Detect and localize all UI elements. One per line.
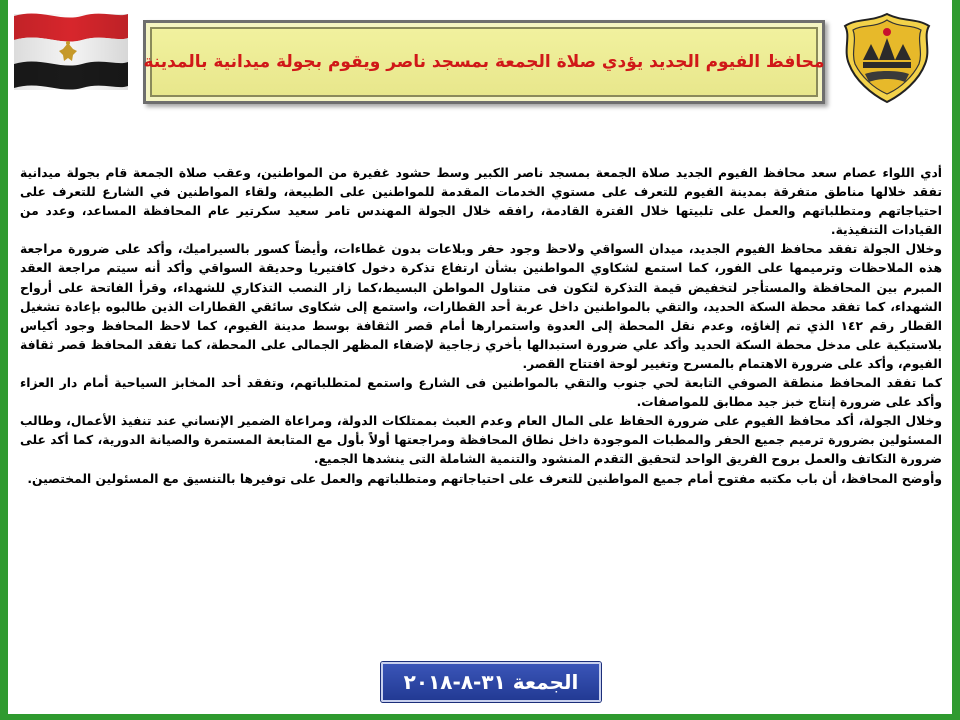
article-body bbox=[20, 164, 942, 594]
article-paragraph: أدي اللواء عصام سعد محافظ الفيوم الجديد صلاة الجمعة بمسجد ناصر الكبير وسط حشود غفيرة من المواطنين، وعقب صلاة الجمعة قام بجولة ميدانية تفقد خلالها مناطق متفرقة بمدينة الفيوم للتعرف على مستوي الخدمات المقدمة للمواطنين على الطبيعة، ولقاء المواطنين في الشارع للتعرف على احتياجاتهم ومتطلباتهم والعمل على تلبيتها خلال الفترة القادمة، رافقه خلال الجولة المهندس تامر سعيد سكرتير عام المحافظة المساعد، وعدد من القيادات التنفيذية. bbox=[20, 166, 942, 238]
egypt-flag-icon bbox=[10, 6, 132, 96]
article-paragraph: وخلال الجولة تفقد محافظ الفيوم الجديد، ميدان السواقي ولاحظ وجود حفر وبلاعات بدون غطاءات، وأيضاً كسور بالسيراميك، وأكد على ضرورة مراجعة هذه الملاحظات وترميمها على الفور، كما استمع لشكاوي المواطنين بشأن ارتفاع تذكرة دخول كافتيريا وحديقة السواقي وأكد أنه سيتم مراجعة العقد المبرم بين المحافظة والمستأجر لتخفيض قيمة التذكرة لتكون فى متناول المواطن البسيط،كما زار النصب التذكاري للشهداء، وقرأ الفاتحة على أرواح الشهداء، كما تفقد محطة السكة الحديد، والتقي بالمواطنين داخل عربة أحد القطارات، واستمع إلى شكاوى سائقي القطارات الذين طالبوه بإعادة تشغيل القطار رقم ١٤٢ الذي تم إلغاؤه، وعدم نقل المحطة إلى العدوة واستمرارها أمام قصر الثقافة بوسط مدينة الفيوم، كما لاحظ المحافظ وجود أكياس بلاستيكية على مدخل محطة السكة الحديد وأكد علي ضرورة استبدالها بأخري زجاجية لإضفاء المظهر الجمالى على المحطة، كما تفقد المحافظ قصر ثقافة الفيوم، وأكد على ضرورة الاهتمام بالمسرح وتغيير لوحة افتتاح القصر. bbox=[20, 242, 942, 371]
headline-banner bbox=[143, 20, 825, 104]
article-paragraph: وخلال الجولة، أكد محافظ الفيوم على ضرورة الحفاظ على المال العام وعدم العبث بممتلكات الدولة، ومراعاة الضمير الإنساني عند تنفيذ الأعمال، وطالب المسئولين بضرورة ترميم جميع الحفر والمطبات الموجودة داخل نطاق المحافظة ومراجعتها أولاً بأول مع المتابعة المستمرة والصيانة الدورية، كما أكد على ضرورة التكاتف والعمل بروح الفريق الواحد لتحقيق التقدم المنشود والتنمية الشاملة التى ينشدها الجميع. bbox=[20, 414, 942, 467]
article-paragraph: وأوضح المحافظ، أن باب مكتبه مفتوح أمام جميع المواطنين للتعرف على احتياجاتهم ومتطلباتهم والعمل على توفيرها بالتنسيق مع المسئولين المختصين. bbox=[27, 471, 942, 486]
date-badge: الجمعة ٣١-٨-٢٠١٨ bbox=[381, 662, 601, 702]
headline-title: محافظ الفيوم الجديد يؤدي صلاة الجمعة بمسجد ناصر ويقوم بجولة ميدانية بالمدينة bbox=[143, 52, 825, 72]
article-paragraph: كما تفقد المحافظ منطقة الصوفي التابعة لحي جنوب والتقي بالمواطنين فى الشارع واستمع لمتطلباتهم، وتفقد أحد المخابز السياحية أمام دار العزاء وأكد على ضرورة إنتاج خبز جيد مطابق للمواصفات. bbox=[20, 376, 942, 410]
fayoum-governorate-logo-icon bbox=[833, 10, 941, 106]
